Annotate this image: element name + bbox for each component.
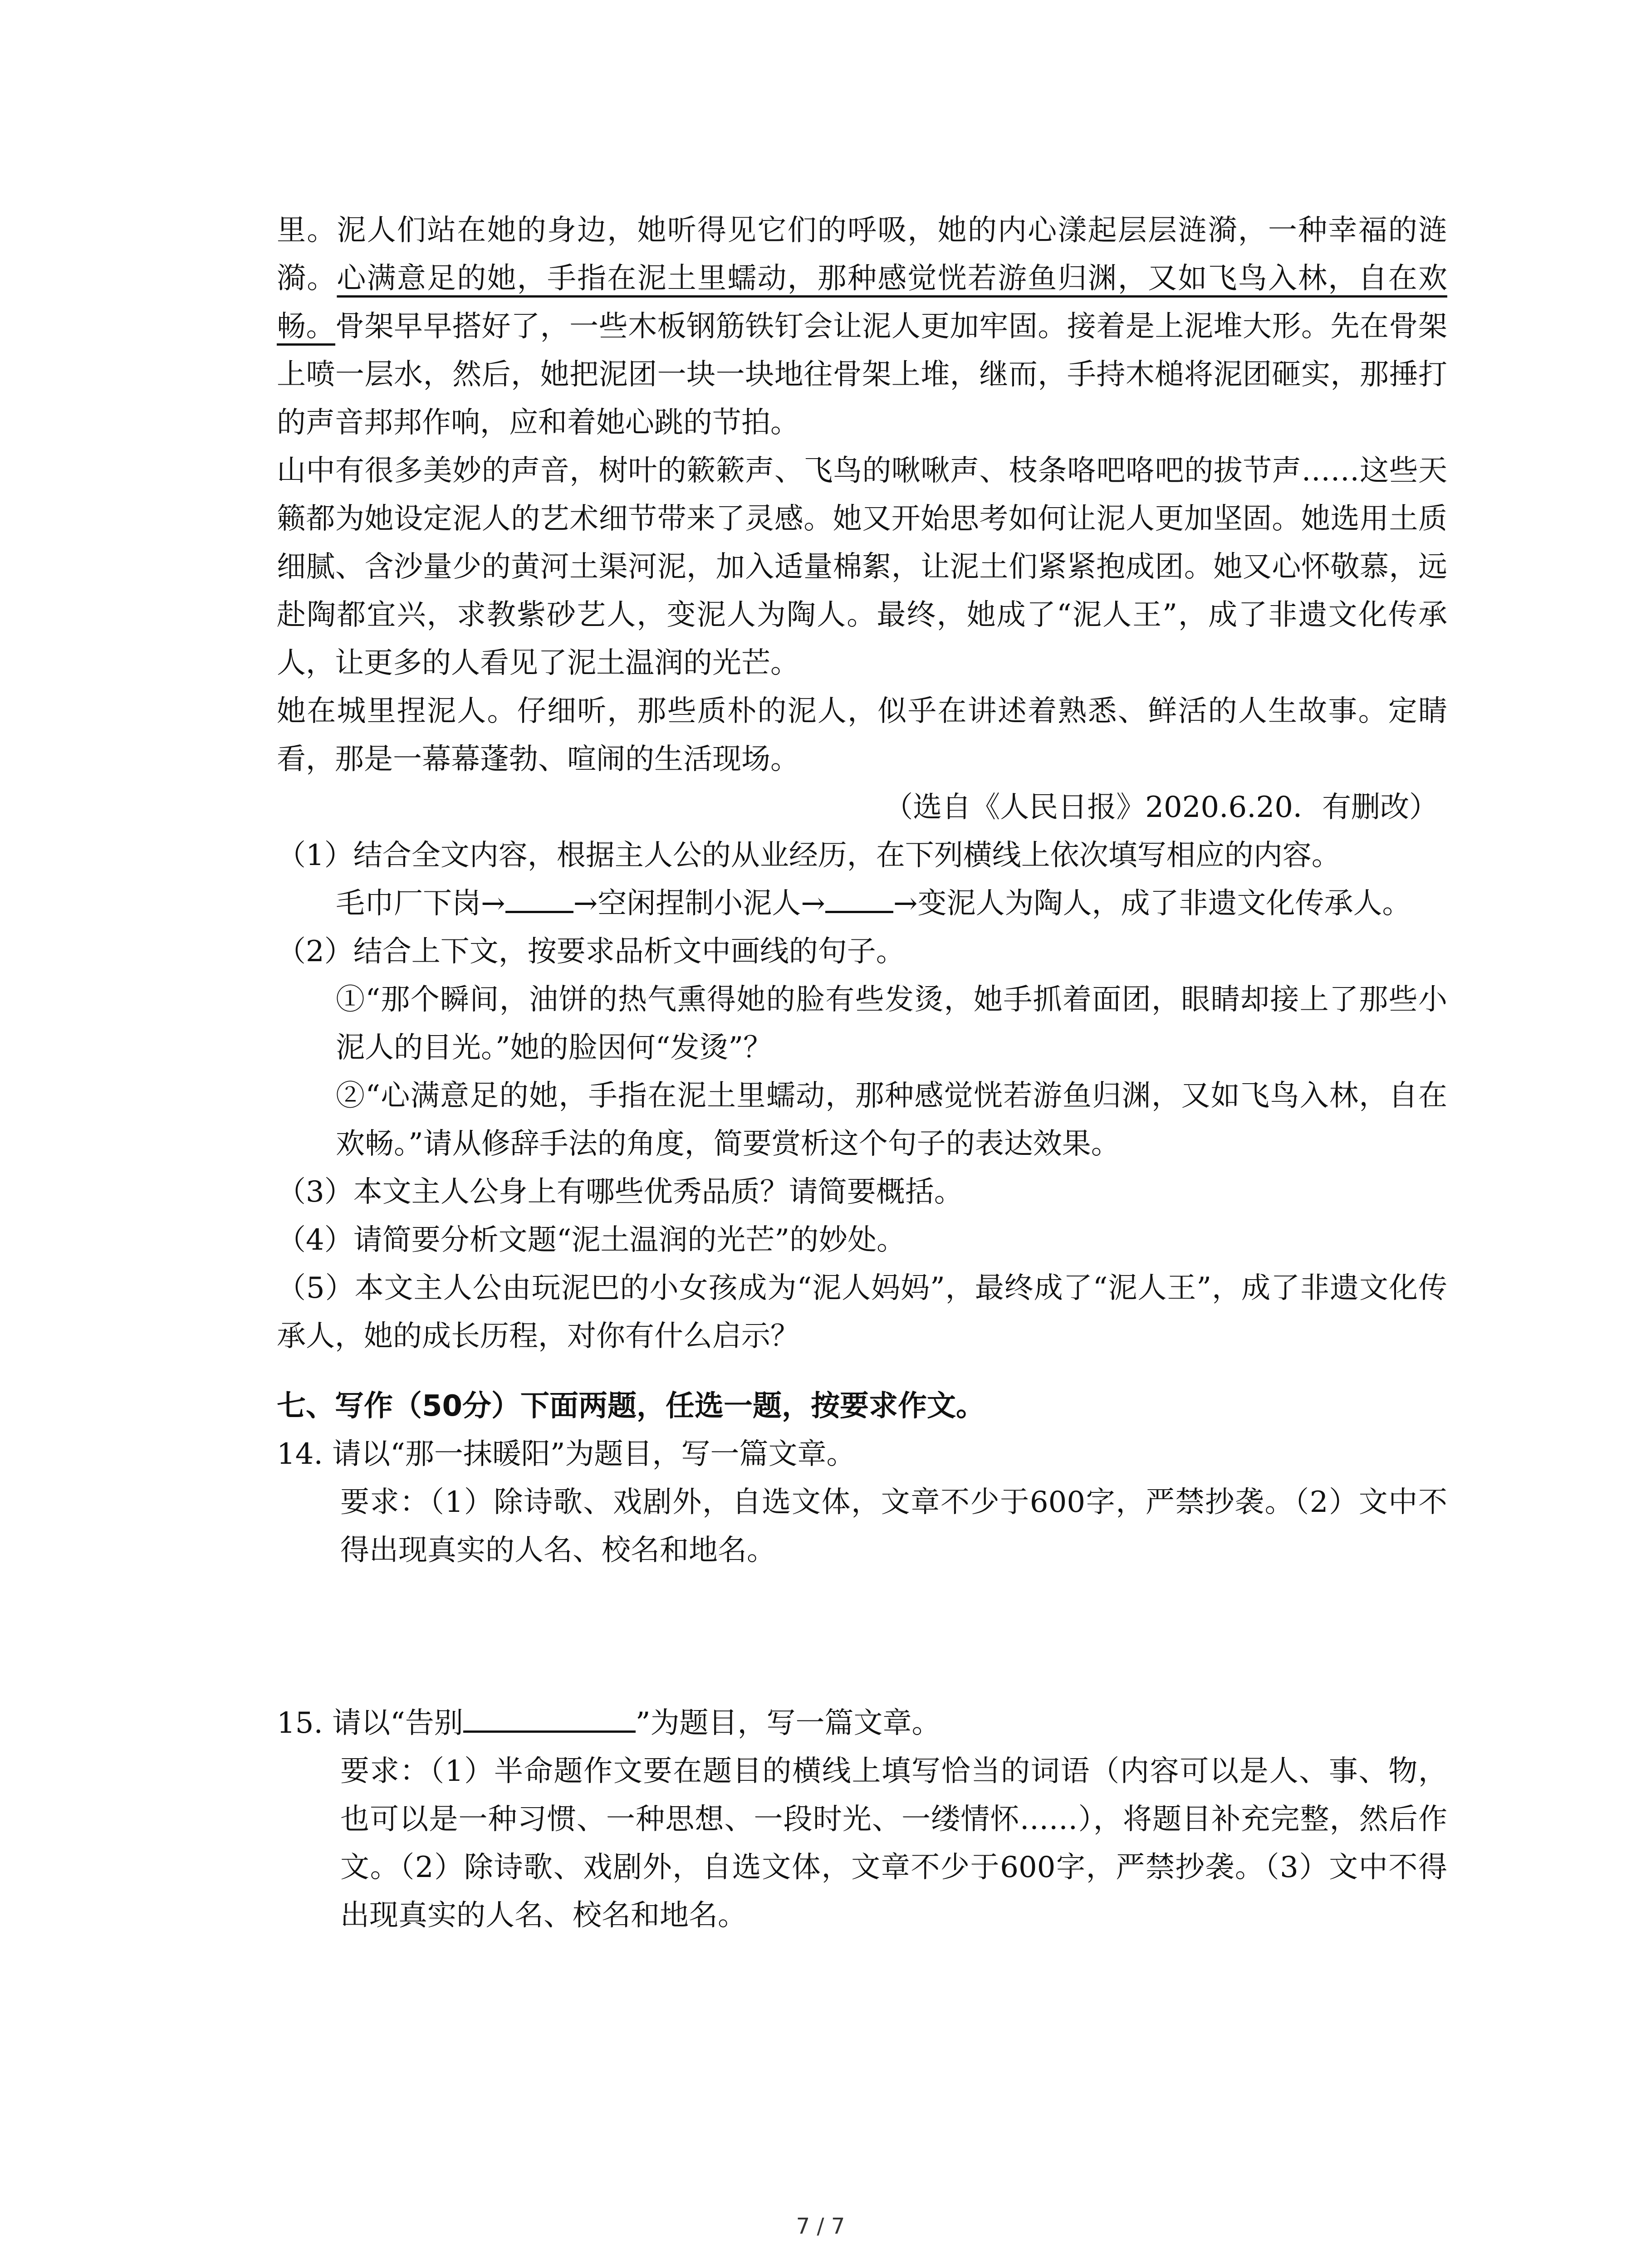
writing-section-heading: 七、写作（50分）下面两题，任选一题，按要求作文。: [277, 1389, 985, 1423]
question-2-part-1: ①“那个瞬间，油饼的热气熏得她的脸有些发烫，她手抓着面团，眼睛却接上了那些小泥人的目光。”她的脸因何“发烫”？: [336, 983, 1447, 1065]
passage-paragraph-1: [277, 206, 1447, 447]
passage-source: （选自《人民日报》2020.6.20．有删改）: [884, 791, 1438, 824]
answer-blank[interactable]: [505, 884, 573, 913]
question-4: （4）请简要分析文题“泥土温润的光芒”的妙处。: [277, 1223, 906, 1257]
question-5: （5）本文主人公由玩泥巴的小女孩成为“泥人妈妈”，最终成了“泥人王”，成了非遗文化传承人，她的成长历程，对你有什么启示？: [277, 1271, 1447, 1353]
question-15-requirements: 要求：（1）半命题作文要在题目的横线上填写恰当的词语（内容可以是人、事、物，也可以是一种习惯、一种思想、一段时光、一缕情怀……），将题目补充完整，然后作文。（2）除诗歌、戏剧外，自选文体，文章不少于600字，严禁抄袭。（3）文中不得出现真实的人名、校名和地名。: [340, 1755, 1447, 1932]
answer-blank[interactable]: [825, 884, 893, 913]
spacer: [277, 1574, 1447, 1699]
passage-paragraph-3: 她在城里捏泥人。仔细听，那些质朴的泥人，似乎在讲述着熟悉、鲜活的人生故事。定睛看，那是一幕幕蓬勃、喧闹的生活现场。: [277, 694, 1447, 776]
passage-paragraph-2: 山中有很多美妙的声音，树叶的簌簌声、飞鸟的啾啾声、枝条咯吧咯吧的拔节声……这些天籁都为她设定泥人的艺术细节带来了灵感。她又开始思考如何让泥人更加坚固。她选用土质细腻、含沙量少的黄河土渠河泥，加入适量棉絮，让泥土们紧紧抱成团。她又心怀敬慕，远赴陶都宜兴，求教紫砂艺人，变泥人为陶人。最终，她成了“泥人王”，成了非遗文化传承人，让更多的人看见了泥土温润的光芒。: [277, 454, 1447, 680]
passage-text: 里。泥人们站在她的身边，她听得见它们的呼吸，她的内心漾起层层涟漪，一种幸福的涟漪。: [277, 214, 1447, 295]
passage-text: 骨架早早搭好了，一些木板钢筋铁钉会让泥人更加牢固。接着是上泥堆大形。先在骨架上喷一层水，然后，她把泥团一块一块地往骨架上堆，继而，手持木槌将泥团砸实，那捶打的声音邦邦作响，应和着她心跳的节拍。: [277, 310, 1448, 440]
title-text: 15. 请以“告别: [277, 1706, 463, 1740]
underlined-sentence: 心满意足的她，手指在泥土里蠕动，那种感觉恍若游鱼归渊，又如飞鸟入林，自在欢畅。: [277, 262, 1447, 343]
question-14-requirements: 要求：（1）除诗歌、戏剧外，自选文体，文章不少于600字，严禁抄袭。（2）文中不得出现真实的人名、校名和地名。: [340, 1486, 1447, 1567]
title-blank[interactable]: [463, 1703, 636, 1733]
page-number: 7 / 7: [796, 2214, 845, 2239]
question-1: （1）结合全文内容，根据主人公的从业经历，在下列横线上依次填写相应的内容。: [277, 839, 1341, 872]
timeline-step: 毛巾厂下岗→: [336, 887, 505, 920]
timeline-step: →空闲捏制小泥人→: [573, 887, 825, 920]
question-2-part-2: ②“心满意足的她，手指在泥土里蠕动，那种感觉恍若游鱼归渊，又如飞鸟入林，自在欢畅。”请从修辞手法的角度，简要赏析这个句子的表达效果。: [336, 1079, 1447, 1161]
question-1-timeline: [277, 880, 1447, 928]
question-15-title: [277, 1699, 1447, 1747]
page-content: [277, 206, 1447, 1940]
timeline-step: →变泥人为陶人，成了非遗文化传承人。: [893, 887, 1411, 920]
question-2: （2）结合上下文，按要求品析文中画线的句子。: [277, 935, 905, 968]
title-text: ”为题目，写一篇文章。: [635, 1706, 941, 1740]
question-3: （3）本文主人公身上有哪些优秀品质？请简要概括。: [277, 1175, 963, 1209]
question-14-title: 14. 请以“那一抹暖阳”为题目，写一篇文章。: [277, 1437, 856, 1471]
